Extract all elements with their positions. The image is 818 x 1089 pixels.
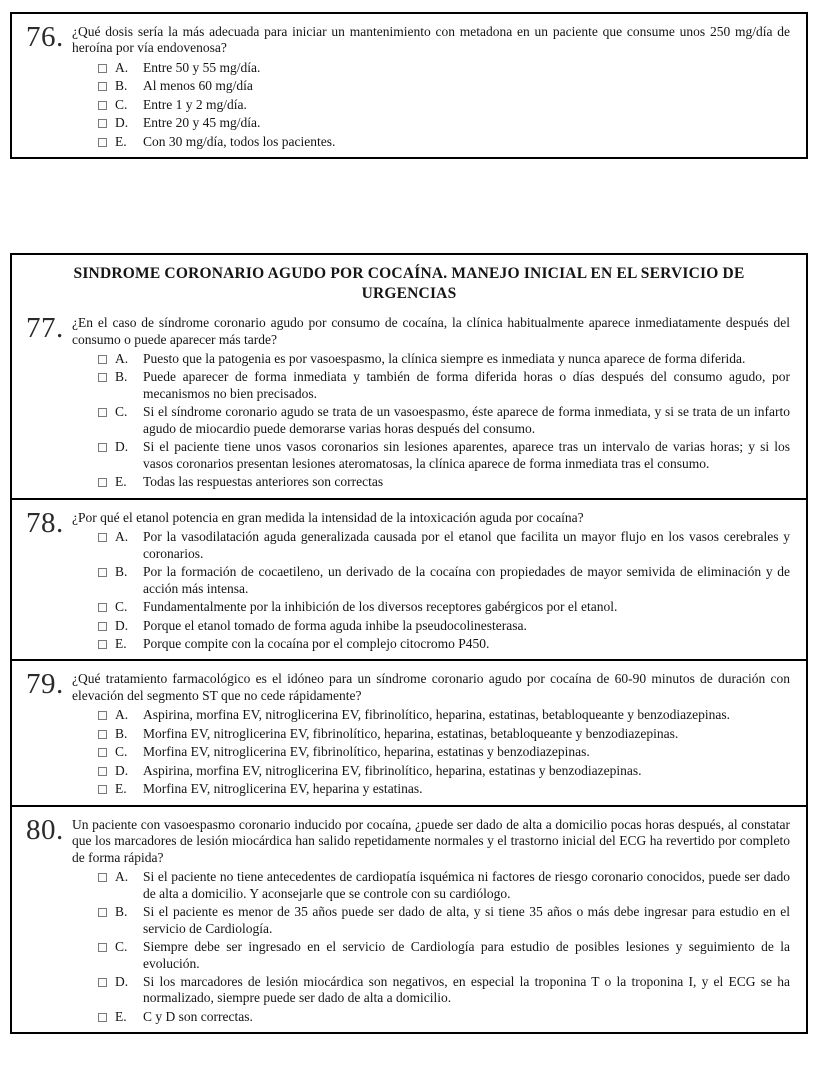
checkbox-icon[interactable] [98,119,107,128]
option-text: Si el paciente tiene unos vasos coronarios sin lesiones aparentes, aparece tras un intervalo de varias horas; y si los vasos coronarios presentan lesiones ateromatosas, la clínica aparece de forma inmediata tras el consumo. [143,439,790,471]
option-text: Morfina EV, nitroglicerina EV, fibrinolítico, heparina, estatinas, betabloqueante y benzodiazepinas. [143,725,679,741]
question-box-76 [10,12,808,159]
checkbox-icon[interactable] [98,64,107,73]
option-text: Morfina EV, nitroglicerina EV, heparina y estatinas. [143,781,423,797]
option-text: Si el paciente es menor de 35 años puede ser dado de alta, y si tiene 35 años o más debe ingresar para estudio en el servicio de Cardiología. [143,904,790,936]
option-text: Con 30 mg/día, todos los pacientes. [143,133,336,149]
option-letter: D. [115,762,129,778]
option-row-e [98,1009,790,1025]
option-text: Fundamentalmente por la inhibición de los diversos receptores gabérgicos por el etanol. [143,599,618,615]
option-text: Morfina EV, nitroglicerina EV, fibrinolítico, heparina, estatinas y benzodiazepinas. [143,744,590,760]
option-text: Si los marcadores de lesión miocárdica son negativos, en especial la troponina T o la troponina I, y el ECG se ha normalizado, siempre puede ser dado de alta a domicilio. [143,973,790,1006]
checkbox-icon[interactable] [98,943,107,952]
option-row-b [98,564,790,597]
option-row-e [98,636,790,652]
question-text: ¿En el caso de síndrome coronario agudo por consumo de cocaína, la clínica habitualmente aparece inmediatamente después del consumo o puede aparecer más tarde? [72,315,790,347]
option-text: C y D son correctas. [143,1008,253,1024]
question-body [72,815,790,1026]
option-text: Por la vasodilatación aguda generalizada causada por el etanol que facilita un mayor flujo en los vasos cerebrales y coronarios. [143,529,790,561]
question-body [72,669,790,797]
options-list [72,351,790,491]
options-list [72,869,790,1025]
option-text: Aspirina, morfina EV, nitroglicerina EV, fibrinolítico, heparina, estatinas, betabloqueante y benzodiazepinas. [143,707,730,723]
option-row-b [98,904,790,937]
option-text: Puesto que la patogenia es por vasoespasmo, la clínica siempre es inmediata y nunca aparece de forma diferida. [143,350,746,366]
option-text: Entre 20 y 45 mg/día. [143,115,261,131]
checkbox-icon[interactable] [98,1013,107,1022]
option-letter: E. [115,133,127,149]
option-letter: E. [115,474,127,490]
checkbox-icon[interactable] [98,603,107,612]
option-letter: C. [115,599,128,615]
options-list [72,529,790,652]
option-row-a [98,529,790,562]
option-row-a [98,869,790,902]
option-letter: C. [115,744,128,760]
option-letter: E. [115,781,127,797]
option-row-d [98,618,790,634]
option-letter: E. [115,1008,127,1024]
option-row-e [98,134,790,150]
option-row-b [98,369,790,402]
option-letter: B. [115,78,128,94]
option-letter: A. [115,350,129,366]
checkbox-icon[interactable] [98,767,107,776]
question-text: ¿Qué dosis sería la más adecuada para iniciar un mantenimiento con metadona en un paciente que consume unos 250 mg/día de heroína por vía endovenosa? [72,24,790,56]
option-letter: C. [115,96,128,112]
option-text: Porque el etanol tomado de forma aguda inhibe la pseudocolinesterasa. [143,617,527,633]
question-76 [12,14,806,157]
section-box [10,253,808,1034]
checkbox-icon[interactable] [98,443,107,452]
option-row-b [98,726,790,742]
question-79 [12,659,806,804]
checkbox-icon[interactable] [98,533,107,542]
checkbox-icon[interactable] [98,373,107,382]
option-letter: D. [115,115,129,131]
option-letter: E. [115,636,127,651]
question-text: ¿Qué tratamiento farmacológico es el idóneo para un síndrome coronario agudo por cocaína de 60-90 minutos de duración con elevación del segmento ST que no cede rápidamente? [72,671,790,703]
option-row-e [98,781,790,797]
checkbox-icon[interactable] [98,748,107,757]
option-row-b [98,78,790,94]
question-80 [12,805,806,1033]
option-row-e [98,474,790,490]
option-letter: D. [115,439,129,455]
option-row-a [98,707,790,723]
option-text: Puede aparecer de forma inmediata y también de forma diferida horas o días después del consumo agudo, por mecanismos no bien precisados. [143,369,790,401]
option-text: Si el paciente no tiene antecedentes de cardiopatía isquémica ni factores de riesgo coronario conocidos, puede ser dado de alta a domicilio. Y aconsejarle que se controle con su cardiólogo. [143,869,790,901]
option-row-a [98,60,790,76]
option-row-d [98,763,790,779]
options-list [72,707,790,797]
option-row-c [98,599,790,615]
option-row-c [98,97,790,113]
option-text: Por la formación de cocaetileno, un derivado de la cocaína con propiedades de mayor semivida de eliminación y de acción más intensa. [143,564,790,596]
option-letter: B. [115,369,128,385]
option-row-d [98,115,790,131]
option-letter: A. [115,869,129,885]
option-letter: A. [115,529,129,545]
option-text: Todas las respuestas anteriores son correctas [143,474,384,490]
option-text: Siempre debe ser ingresado en el servicio de Cardiología para estudio de posibles lesiones y seguimiento de la evolución. [143,939,790,971]
checkbox-icon[interactable] [98,101,107,110]
question-number: 78. [26,506,64,539]
option-text: Porque compite con la cocaína por el complejo citocromo P450. [143,636,490,651]
question-number: 77. [26,312,64,345]
option-letter: B. [115,725,128,741]
section-title: SINDROME CORONARIO AGUDO POR COCAÍNA. MANEJO INICIAL EN EL SERVICIO DE URGENCIAS [73,265,745,302]
checkbox-icon[interactable] [98,138,107,147]
option-letter: D. [115,617,129,633]
checkbox-icon[interactable] [98,622,107,631]
option-letter: C. [115,404,128,420]
option-letter: C. [115,939,128,955]
option-row-d [98,974,790,1007]
option-letter: D. [115,973,129,989]
option-letter: A. [115,59,129,75]
question-text: ¿Por qué el etanol potencia en gran medida la intensidad de la intoxicación aguda por cocaína? [72,509,584,525]
question-number: 76. [26,21,64,53]
checkbox-icon[interactable] [98,568,107,577]
checkbox-icon[interactable] [98,640,107,649]
checkbox-icon[interactable] [98,785,107,794]
checkbox-icon[interactable] [98,408,107,417]
question-number: 80. [26,813,64,846]
option-letter: A. [115,707,129,723]
option-letter: B. [115,904,128,920]
question-text: Un paciente con vasoespasmo coronario inducido por cocaína, ¿puede ser dado de alta a domicilio pocas horas después, al constatar que los marcadores de lesión miocárdica han salido repetidamente normales y el trastorno inicial del ECG ha revertido por completo de forma rápida? [72,816,790,865]
option-text: Entre 1 y 2 mg/día. [143,96,247,112]
checkbox-icon[interactable] [98,873,107,882]
question-number: 79. [26,668,64,701]
option-row-a [98,351,790,367]
checkbox-icon[interactable] [98,355,107,364]
question-body [72,508,790,653]
options-list [72,60,790,150]
option-row-c [98,744,790,760]
option-row-c [98,939,790,972]
option-text: Aspirina, morfina EV, nitroglicerina EV, fibrinolítico, heparina, estatinas y benzodiazepinas. [143,762,642,778]
question-77 [12,305,806,498]
option-row-c [98,404,790,437]
question-body [72,313,790,491]
option-text: Si el síndrome coronario agudo se trata de un vasoespasmo, éste aparece de forma inmediata, y si se trata de un infarto agudo de miocardio puede demorarse varias horas después del consumo. [143,404,790,436]
checkbox-icon[interactable] [98,730,107,739]
question-78 [12,498,806,660]
option-text: Al menos 60 mg/día [143,78,253,94]
question-body [72,22,790,150]
checkbox-icon[interactable] [98,478,107,487]
option-letter: B. [115,564,128,580]
checkbox-icon[interactable] [98,82,107,91]
checkbox-icon[interactable] [98,978,107,987]
checkbox-icon[interactable] [98,908,107,917]
checkbox-icon[interactable] [98,711,107,720]
option-text: Entre 50 y 55 mg/día. [143,59,261,75]
option-row-d [98,439,790,472]
